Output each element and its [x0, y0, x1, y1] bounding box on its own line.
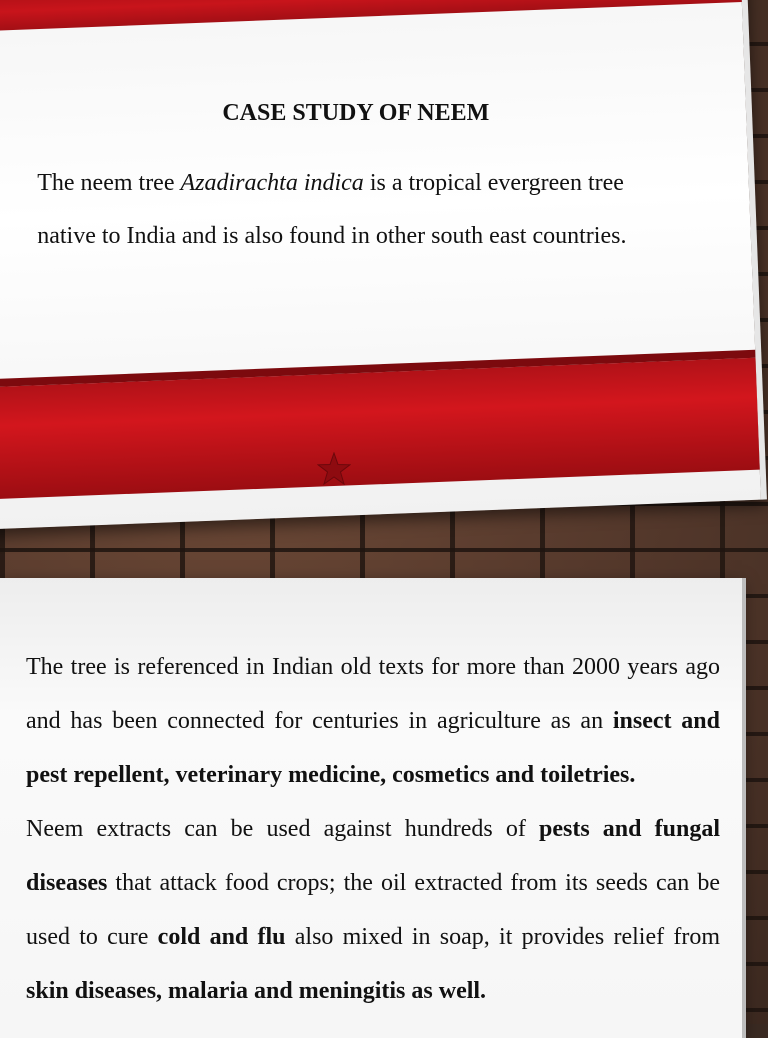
paragraph-1 — [26, 640, 720, 802]
bold-text: pests and fungal diseases — [26, 816, 720, 896]
bold-text: skin diseases, malaria and meningitis as well. — [26, 978, 487, 1004]
bottom-red-band — [0, 358, 760, 500]
slide-title: CASE STUDY OF NEEM — [222, 99, 490, 126]
bold-text: insect and pest repellent, veterinary medicine, cosmetics and toiletries. — [26, 708, 720, 788]
paragraph-2 — [26, 802, 720, 1018]
slide-2-body — [26, 640, 720, 1018]
paragraph-text: also mixed in soap, it provides relief from — [285, 924, 720, 950]
slide-1-body — [37, 157, 677, 263]
bold-text: cold and flu — [157, 924, 286, 950]
scientific-name: Azadirachta indica — [180, 170, 364, 197]
body-text: is a tropical evergreen tree native to India and is also found in other south east countries. — [37, 170, 627, 250]
star-icon — [317, 452, 351, 486]
slide-edge — [742, 578, 746, 1038]
body-text: The neem tree — [37, 170, 181, 197]
paragraph-text: Neem extracts can be used against hundreds of — [26, 816, 539, 842]
paragraph-text: that attack food crops; the oil extracted from its seeds can be used to cure — [26, 870, 720, 950]
slide-2 — [0, 578, 742, 1038]
top-red-band — [0, 0, 742, 32]
paragraph-text: The tree is referenced in Indian old texts for more than 2000 years ago and has been connected for centuries in agriculture as an — [26, 654, 720, 734]
